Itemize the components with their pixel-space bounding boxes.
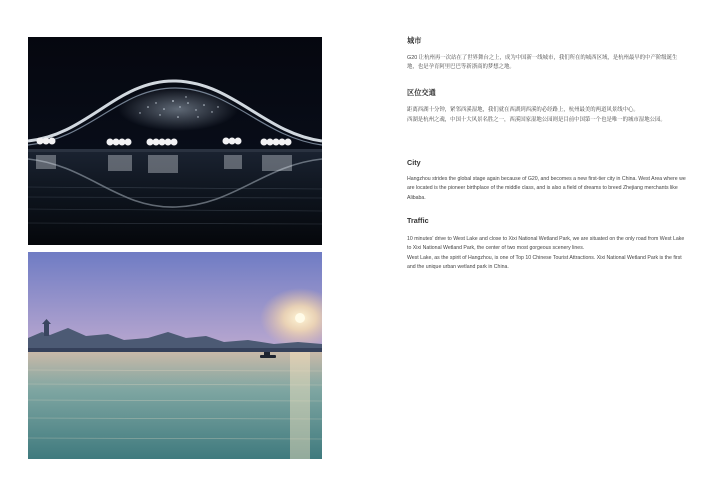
city-text-en: Hangzhou strides the global stage again because of G20, and becomes a new first-tier city in China. West Area where we are located is the pioneer birthplace of the middle class, and is also a field of dreams to breed Zhejiang merchants like Alibaba. (407, 176, 686, 201)
lake-sunset-illustration (28, 252, 322, 459)
west-lake-sunset-photo (28, 252, 322, 459)
night-bridge-illustration (28, 37, 322, 245)
night-performance-photo (28, 37, 322, 245)
traffic-text-en-1: 10 minutes' drive to West Lake and close to Xixi National Wetland Park, we are situated on the only road from West Lake to Xixi National Wetland Park, the center of two most gorgeous scenery lines. (407, 236, 685, 252)
traffic-text-en-2: West Lake, as the spirit of Hangzhou, is one of Top 10 Chinese Tourist Attractions. Xixi National Wetland Park is the first and the unique urban wetland park in China. (407, 255, 682, 271)
city-heading-cn: 城市 (407, 36, 422, 45)
location-heading-cn: 区位交通 (407, 88, 436, 97)
location-text-cn-1: 距离西湖十分钟，紧邻西溪湿地，我们就在西湖到西溪的必经路上，杭州最美的两道风景线中心。 (407, 107, 639, 113)
location-text-cn-2: 西湖是杭州之魂，中国十大风景名胜之一，西溪国家湿地公园则是目前中国第一个也是唯一的城市湿地公园。 (407, 117, 666, 123)
traffic-heading-en: Traffic (407, 216, 429, 225)
city-heading-en: City (407, 158, 421, 167)
city-text-cn: G20 让杭州再一次站在了世界舞台之上，成为中国新一线城市，我们所在的城西区域，是杭州最早的中产阶级诞生地，也是孕育阿里巴巴等新浙商的梦想之地。 (407, 55, 678, 71)
